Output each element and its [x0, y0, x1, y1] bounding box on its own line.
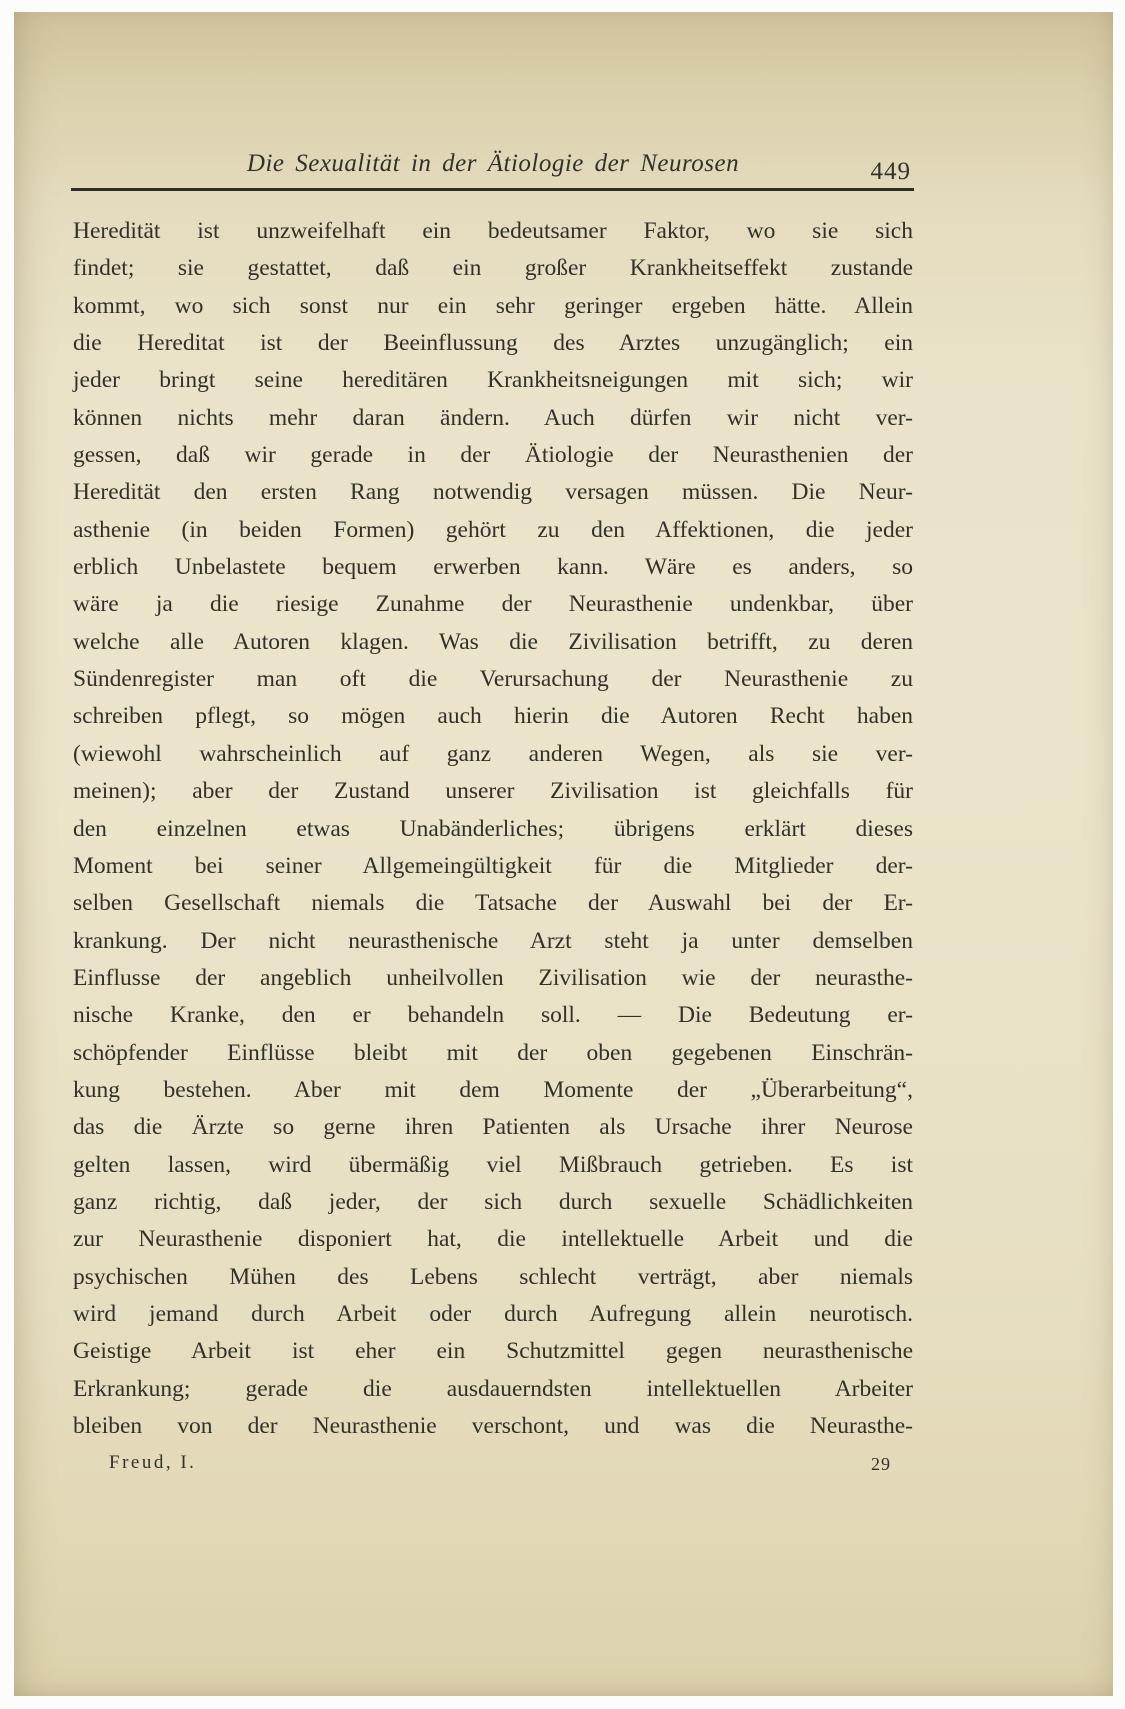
text-line: kommt, wo sich sonst nur ein sehr geringer ergeben hätte. Allein: [73, 292, 913, 319]
text-line: Geistige Arbeit ist eher ein Schutzmittel gegen neurasthenische: [73, 1338, 913, 1365]
text-line: meinen); aber der Zustand unserer Zivilisation ist gleichfalls für: [73, 778, 913, 805]
text-line: Moment bei seiner Allgemeingültigkeit für die Mitglieder der-: [73, 852, 913, 879]
text-line: gelten lassen, wird übermäßig viel Mißbrauch getrieben. Es ist: [73, 1151, 913, 1178]
text-line: nische Kranke, den er behandeln soll. — Die Bedeutung er-: [73, 1002, 913, 1029]
text-line: erblich Unbelastete bequem erwerben kann. Wäre es anders, so: [73, 554, 913, 581]
body-text-block: [73, 213, 913, 1445]
text-line: wird jemand durch Arbeit oder durch Aufregung allein neurotisch.: [73, 1300, 913, 1327]
text-line: psychischen Mühen des Lebens schlecht verträgt, aber niemals: [73, 1263, 913, 1290]
text-line: die Hereditat ist der Beeinflussung des Arztes unzugänglich; ein: [73, 330, 913, 357]
text-line: Heredität ist unzweifelhaft ein bedeutsamer Faktor, wo sie sich: [73, 218, 913, 244]
text-line: findet; sie gestattet, daß ein großer Krankheitseffekt zustande: [73, 255, 913, 282]
page-number: 449: [870, 158, 911, 185]
text-line: selben Gesellschaft niemals die Tatsache der Auswahl bei der Er-: [73, 890, 913, 917]
page-footer: [73, 1452, 913, 1476]
text-line: ganz richtig, daß jeder, der sich durch sexuelle Schädlichkeiten: [73, 1188, 913, 1215]
text-line: bleiben von der Neurasthenie verschont, und was die Neurasthe-: [73, 1413, 913, 1439]
text-line: welche alle Autoren klagen. Was die Zivilisation betrifft, zu deren: [73, 628, 913, 655]
text-line: das die Ärzte so gerne ihren Patienten als Ursache ihrer Neurose: [73, 1114, 913, 1141]
footer-volume-signature: Freud, I.: [109, 1452, 197, 1473]
text-line: gessen, daß wir gerade in der Ätiologie der Neurasthenien der: [73, 442, 913, 469]
text-line: jeder bringt seine hereditären Krankheitsneigungen mit sich; wir: [73, 367, 913, 394]
text-line: Erkrankung; gerade die ausdauerndsten intellektuellen Arbeiter: [73, 1375, 913, 1402]
text-line: Heredität den ersten Rang notwendig versagen müssen. Die Neur-: [73, 479, 913, 506]
text-line: schreiben pflegt, so mögen auch hierin die Autoren Recht haben: [73, 703, 913, 730]
running-header: [73, 150, 913, 186]
running-header-title: Die Sexualität in der Ätiologie der Neurosen: [246, 150, 740, 177]
scanned-book-page: [14, 12, 1113, 1696]
text-line: zur Neurasthenie disponiert hat, die intellektuelle Arbeit und die: [73, 1226, 913, 1253]
text-line: Sündenregister man oft die Verursachung der Neurasthenie zu: [73, 666, 913, 693]
text-line: können nichts mehr daran ändern. Auch dürfen wir nicht ver-: [73, 404, 913, 431]
text-line: den einzelnen etwas Unabänderliches; übrigens erklärt dieses: [73, 815, 913, 842]
text-line: schöpfender Einflüsse bleibt mit der oben gegebenen Einschrän-: [73, 1039, 913, 1066]
text-line: Einflusse der angeblich unheilvollen Zivilisation wie der neurasthe-: [73, 964, 913, 991]
header-rule-divider: [71, 188, 914, 191]
text-line: krankung. Der nicht neurasthenische Arzt steht ja unter demselben: [73, 927, 913, 954]
text-line: kung bestehen. Aber mit dem Momente der „Überarbeitung“,: [73, 1076, 913, 1103]
text-line: asthenie (in beiden Formen) gehört zu den Affektionen, die jeder: [73, 516, 913, 543]
text-line: (wiewohl wahrscheinlich auf ganz anderen Wegen, als sie ver-: [73, 740, 913, 767]
text-line: wäre ja die riesige Zunahme der Neurasthenie undenkbar, über: [73, 591, 913, 618]
footer-sheet-number: 29: [871, 1454, 891, 1474]
